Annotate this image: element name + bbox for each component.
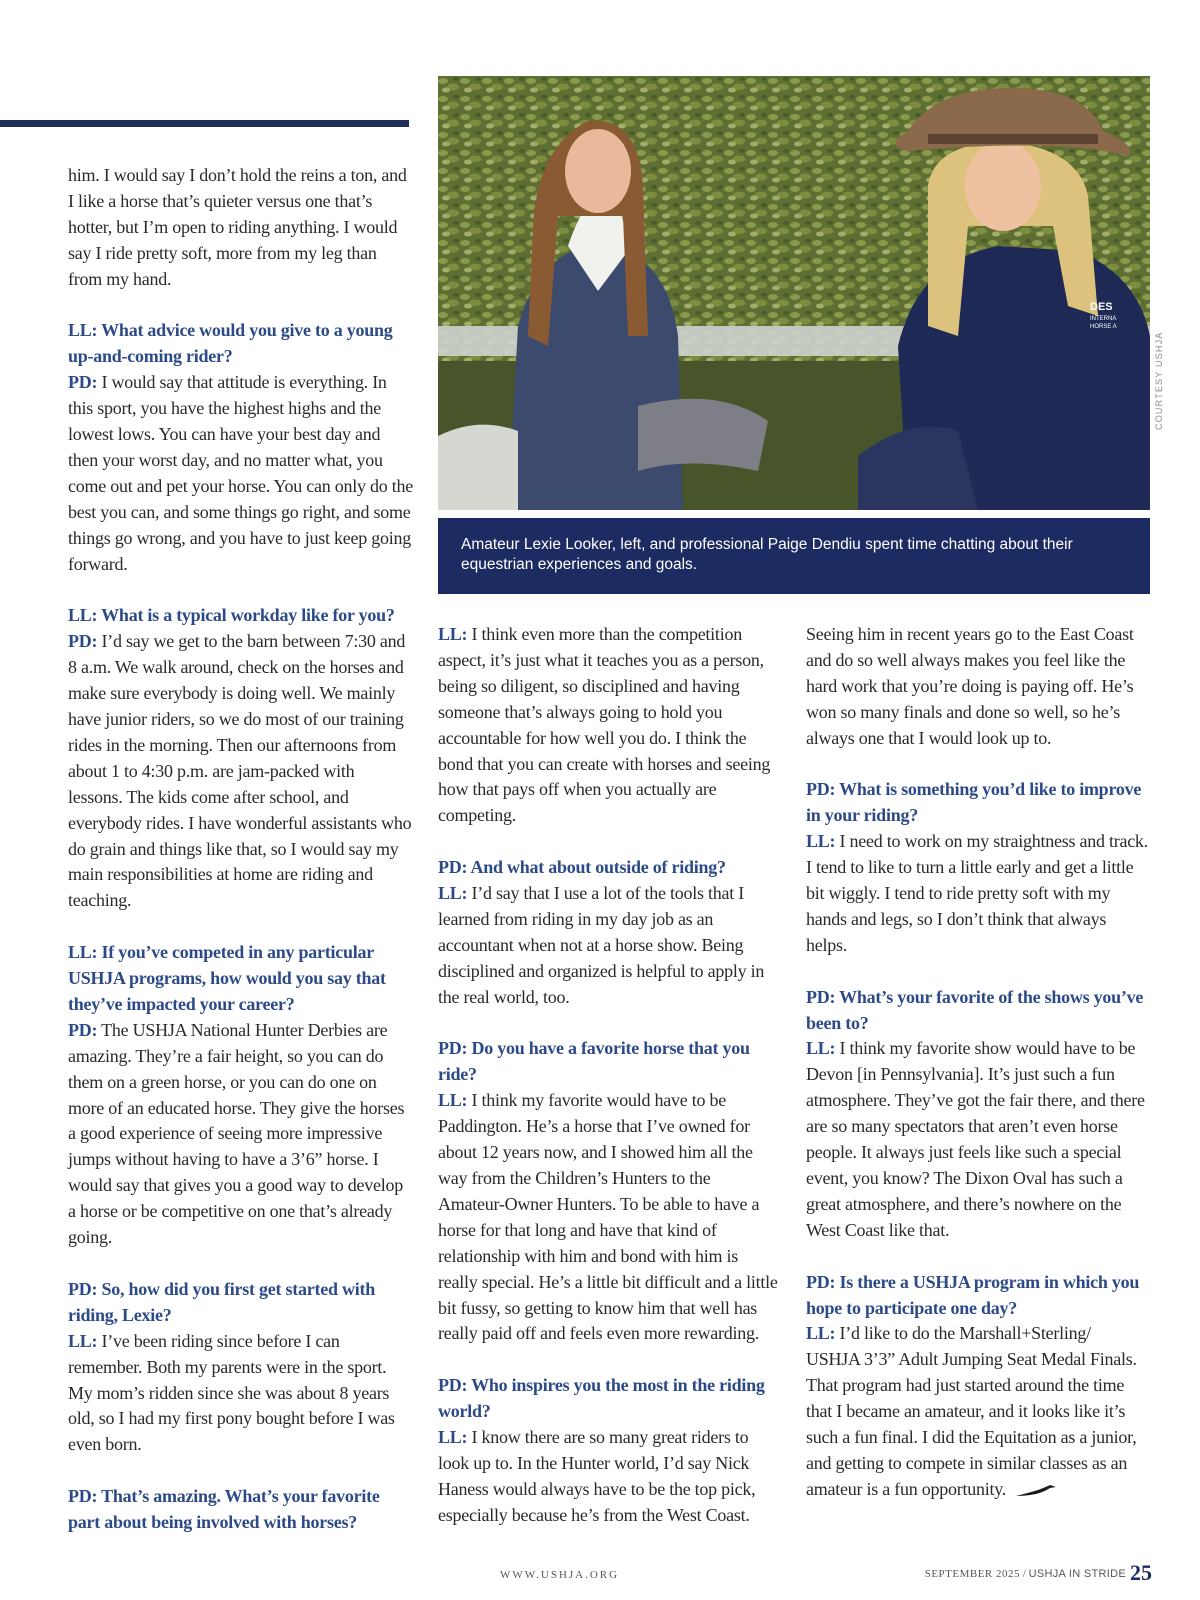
speaker-label: LL: (806, 831, 836, 852)
answer-text: I’d like to do the Marshall+Sterling/ USHJA 3’3” Adult Jumping Seat Medal Finals. That program had just started around the time that I became an amateur, and it looks like it’s such a fun final. I did the Equitation as a junior, and getting to compete in similar classes as an amateur is a fun opportunity. (806, 1323, 1137, 1499)
photo-credit: COURTESY USHJA (1154, 331, 1164, 430)
question-heading: LL: What is a typical workday like for you? (68, 605, 395, 626)
question-heading: PD: Do you have a favorite horse that you ride? (438, 1038, 750, 1085)
page-number: 25 (1130, 1560, 1152, 1585)
answer-text: I would say that attitude is everything. In this sport, you have the highest highs and the lowest lows. You can have your best day and then your worst day, and no matter what, you come out and pet your horse. You can only do the best you can, and some things go right, and some things go wrong, and you have to just keep going forward. (68, 372, 413, 574)
answer-text: I think my favorite would have to be Paddington. He’s a horse that I’ve owned for about 12 years now, and I showed him all the way from the Children’s Hunters to the Amateur-Owner Hunters. To be able to have a horse for that long and have that kind of relationship with him and bond with him is really special. He’s a little bit difficult and a little bit fussy, so getting to know him that well has really paid off and feels even more rewarding. (438, 1090, 778, 1344)
question-heading: PD: What is something you’d like to improve in your riding? (806, 779, 1142, 826)
text-column-1 (68, 163, 413, 1562)
speaker-label: PD: (68, 1019, 98, 1040)
qa-block (438, 1036, 780, 1347)
speaker-label: LL: (68, 1330, 98, 1351)
answer-text: The USHJA National Hunter Derbies are amazing. They’re a fair height, so you can do them on a green horse, or you can do one on more of an educated horse. They give the horses a good experience of seeing more impressive jumps without having to have a 3’6” horse. I would say that gives you a good way to develop a horse or be competitive on one that’s already going. (68, 1019, 405, 1248)
answer-text: I know there are so many great riders to look up to. In the Hunter world, I’d say Nick Haness would always have to be the top pick, especially because he’s from the West Coast. (438, 1427, 756, 1525)
speaker-label: LL: (438, 1090, 468, 1111)
answer-text: I need to work on my straightness and track. I tend to like to turn a little early and get a little bit wiggly. I tend to ride pretty soft with my hands and legs, so I don’t think that always helps. (806, 831, 1148, 955)
column-paragraph: him. I would say I don’t hold the reins a ton, and I like a horse that’s quieter versus one that’s hotter, but I’m open to riding anything. I would say I ride pretty soft, more from my leg than from my hand. (68, 165, 407, 289)
qa-block (438, 855, 780, 1010)
column-paragraph: Seeing him in recent years go to the East Coast and do so well always makes you feel like the hard work that you’re doing is paying off. He’s won so many finals and done so well, so he’s always one that I would look up to. (806, 624, 1134, 748)
speaker-label: LL: (806, 1038, 836, 1059)
answer-text: I think even more than the competition aspect, it’s just what it teaches you as a person, being so diligent, so disciplined and having someone that’s always going to hold you accountable for how well you do. I think the bond that you can create with horses and seeing how that pays off when you actually are competing. (438, 624, 771, 826)
speaker-label: LL: (806, 1323, 836, 1344)
question-heading: PD: What’s your favorite of the shows you’ve been to? (806, 986, 1144, 1033)
speaker-label: LL: (438, 624, 468, 644)
qa-block (68, 318, 413, 577)
question-heading: LL: If you’ve competed in any particular USHJA programs, how would you say that they’ve impacted your career? (68, 942, 386, 1014)
qa-block (68, 1484, 413, 1536)
question-heading: PD: So, how did you first get started with riding, Lexie? (68, 1278, 375, 1325)
footer-website: WWW.USHJA.ORG (500, 1569, 620, 1581)
text-column-3 (806, 622, 1148, 1529)
speaker-label: PD: (68, 372, 98, 393)
qa-block (806, 1270, 1148, 1503)
answer-text: I think my favorite show would have to be Devon [in Pennsylvania]. It’s just such a fun atmosphere. They’ve got the fair there, and there are so many spectators that aren’t even horse people. It always just feels like such a special event, you know? The Dixon Oval has such a great atmosphere, and there’s nowhere on the West Coast like that. (806, 1038, 1145, 1240)
qa-block (438, 1373, 780, 1528)
answer-text: I’d say we get to the barn between 7:30 and 8 a.m. We walk around, check on the horses and make sure everybody is doing well. We mainly have junior riders, so we do most of our training rides in the morning. Then our afternoons from about 1 to 4:30 p.m. are jam-packed with lessons. The kids come after school, and everybody rides. I have wonderful assistants who do grain and things like that, so I would say my main responsibilities at home are riding and teaching. (68, 631, 412, 911)
qa-block (68, 940, 413, 1251)
footer-folio (925, 1560, 1152, 1586)
question-heading: PD: And what about outside of riding? (438, 857, 726, 878)
question-heading: LL: What advice would you give to a young up-and-coming rider? (68, 320, 393, 367)
question-heading: PD: That’s amazing. What’s your favorite part about being involved with horses? (68, 1486, 380, 1533)
speaker-label: LL: (438, 1427, 468, 1448)
question-heading: PD: Who inspires you the most in the riding world? (438, 1375, 765, 1422)
answer-text: I’d say that I use a lot of the tools that I learned from riding in my day job as an accountant when not at a horse show. Being disciplined and organized is helpful to apply in the real world, too. (438, 883, 765, 1007)
speaker-label: PD: (68, 631, 98, 652)
qa-block (68, 1277, 413, 1458)
qa-block (806, 777, 1148, 958)
footer-separator: / (1020, 1568, 1029, 1580)
footer-magazine: USHJA IN STRIDE (1028, 1568, 1126, 1580)
qa-block (438, 622, 780, 829)
speaker-label: LL: (438, 883, 468, 904)
shirt-logo-line-3: HORSE A (1090, 324, 1117, 330)
text-column-2 (438, 622, 780, 1555)
qa-block (806, 985, 1148, 1244)
question-heading: PD: Is there a USHJA program in which you hope to participate one day? (806, 1271, 1140, 1318)
interview-photo (438, 76, 1150, 510)
shirt-logo-line-1: DES (1090, 301, 1113, 313)
answer-text: I’ve been riding since before I can remember. Both my parents were in the sport. My mom’s ridden since she was about 8 years old, so I had my first pony bought before I was even born. (68, 1330, 395, 1455)
end-of-article-horse-icon (1014, 1484, 1058, 1498)
qa-block (68, 603, 413, 914)
shirt-logo-line-2: INTERNA (1090, 316, 1117, 322)
photo-caption (438, 518, 1150, 594)
footer-issue: SEPTEMBER 2025 (924, 1568, 1021, 1580)
top-rule (0, 120, 409, 127)
caption-text: Amateur Lexie Looker, left, and professional Paige Dendiu spent time chatting about their equestrian experiences and goals. (461, 536, 1073, 573)
